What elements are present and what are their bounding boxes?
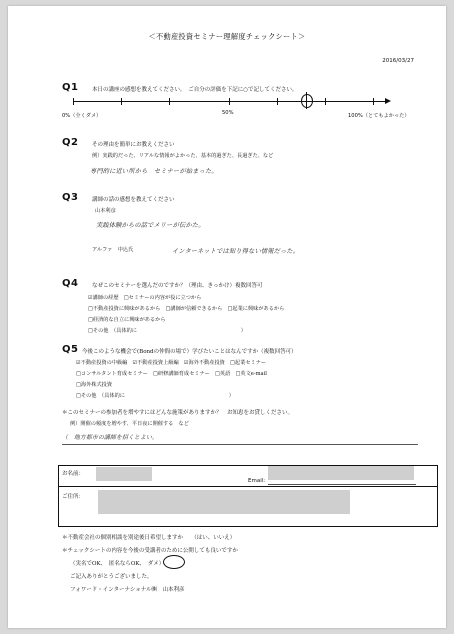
q1-number: Q1	[62, 82, 79, 93]
address-redacted	[98, 490, 350, 514]
footer-signature: フォワード・インターナショナル㈱ 山本利彦	[70, 587, 185, 593]
q2-question: その理由を簡単にお教えください	[92, 142, 175, 148]
q3-speaker-alpha: アルファ 中込氏	[92, 247, 134, 253]
q5-options-row3: □海外株式投資	[76, 382, 113, 388]
sheet-title: ＜不動産投資セミナー理解度チェックシート＞	[148, 32, 306, 41]
q4-options-row4: □その他 （具体的に ）	[88, 328, 246, 334]
q3-question: 講師の話の感想を教えてください	[92, 197, 175, 203]
sheet-date: 2016/03/27	[382, 58, 414, 64]
q4-number: Q4	[62, 278, 79, 289]
q2-example: 例）実践的だった、リアルな情報がよかった、基本的過ぎた、長過ぎた、など	[92, 153, 274, 159]
rating-tick	[73, 98, 74, 105]
rating-tick	[229, 98, 230, 105]
rating-handwritten-mark	[306, 92, 307, 109]
rating-circle-mark	[301, 94, 313, 108]
anonymous-ok-circle	[163, 555, 185, 569]
email-underline	[268, 484, 416, 485]
q2-answer: 専門的に近い所から セミナーが始まった。	[90, 168, 218, 175]
q6-example: 例）開催の頻度を増やす、平日夜に開催する など	[70, 421, 189, 427]
q4-options-row2: □不動産投資に興味があるから □講師が信頼できるから □起業に興味があるから	[88, 306, 285, 312]
rating-tick	[121, 98, 122, 105]
q5-options-row2: □コンサルタント育成セミナー □研修講師育成セミナー □英語 □英文e-mail	[76, 371, 267, 377]
footer-thanks: ご記入ありがとうございました。	[70, 574, 153, 580]
q3-answer-alpha: インターネットでは知り得ない情報だった。	[172, 248, 300, 255]
name-redacted	[96, 467, 152, 481]
q5-number: Q5	[62, 344, 79, 355]
footer-publish-options: （実名でOK、 匿名ならOK、 ダメ）	[70, 561, 165, 567]
q3-answer-yamamoto: 実践体験からの話でメリーが伝かた。	[96, 222, 205, 229]
rating-tick	[277, 98, 278, 105]
rating-tick	[325, 98, 326, 105]
email-label: Email:	[248, 478, 266, 484]
q6-answer-line	[62, 444, 418, 445]
q3-speaker-yamamoto: 山本利彦	[95, 208, 116, 214]
q5-options-row1: ☑不動産投資の中級編 ☑不動産投資上級編 ☑海外不動産投資 □起業セミナー	[76, 360, 267, 366]
rating-tick	[169, 98, 170, 105]
q1-question: 本日の講座の感想を教えてください。 ご自分の評価を下記に○で記してください。	[92, 87, 298, 93]
q4-options-row1: ☑講師の経歴 □セミナーの内容が役に立つから	[88, 295, 202, 301]
form-divider	[59, 486, 437, 487]
name-label: お名前：	[62, 471, 85, 477]
address-label: ご住所：	[62, 494, 85, 500]
rating-label-left: 0%（全くダメ）	[62, 113, 102, 119]
q4-options-row3: □経済的な自立に興味があるから	[88, 317, 166, 323]
email-redacted	[268, 466, 414, 480]
q2-number: Q2	[62, 137, 79, 148]
rating-scale-arrow	[385, 98, 391, 104]
rating-tick	[373, 98, 374, 105]
q3-number: Q3	[62, 192, 79, 203]
q5-question: 今後このような機会で(Bondの仲間の場で）学びたいことはなんですか（複数回答可）	[82, 349, 297, 355]
q6-question: ＊このセミナーの参加者を増やすにはどんな施策がありますか？ お知恵をお貸しください。	[62, 410, 294, 416]
q5-options-row4: □その他 （具体的に ）	[76, 393, 234, 399]
footer-publish-question: ＊チェックシートの内容を今後の受講者のために公開しても良いですか	[62, 548, 238, 554]
q4-question: なぜこのセミナーを選んだのですか？（理由、きっかけ）複数回答可	[92, 283, 263, 289]
footer-consult-question: ＊不動産会社の個別相談を別途後日希望しますか （はい、いいえ）	[62, 535, 236, 541]
rating-label-right: 100%（とてもよかった）	[348, 113, 410, 119]
rating-label-mid: 50%	[222, 110, 234, 116]
q6-answer: （ 地方都市の講師を招くとよい。	[62, 435, 158, 441]
